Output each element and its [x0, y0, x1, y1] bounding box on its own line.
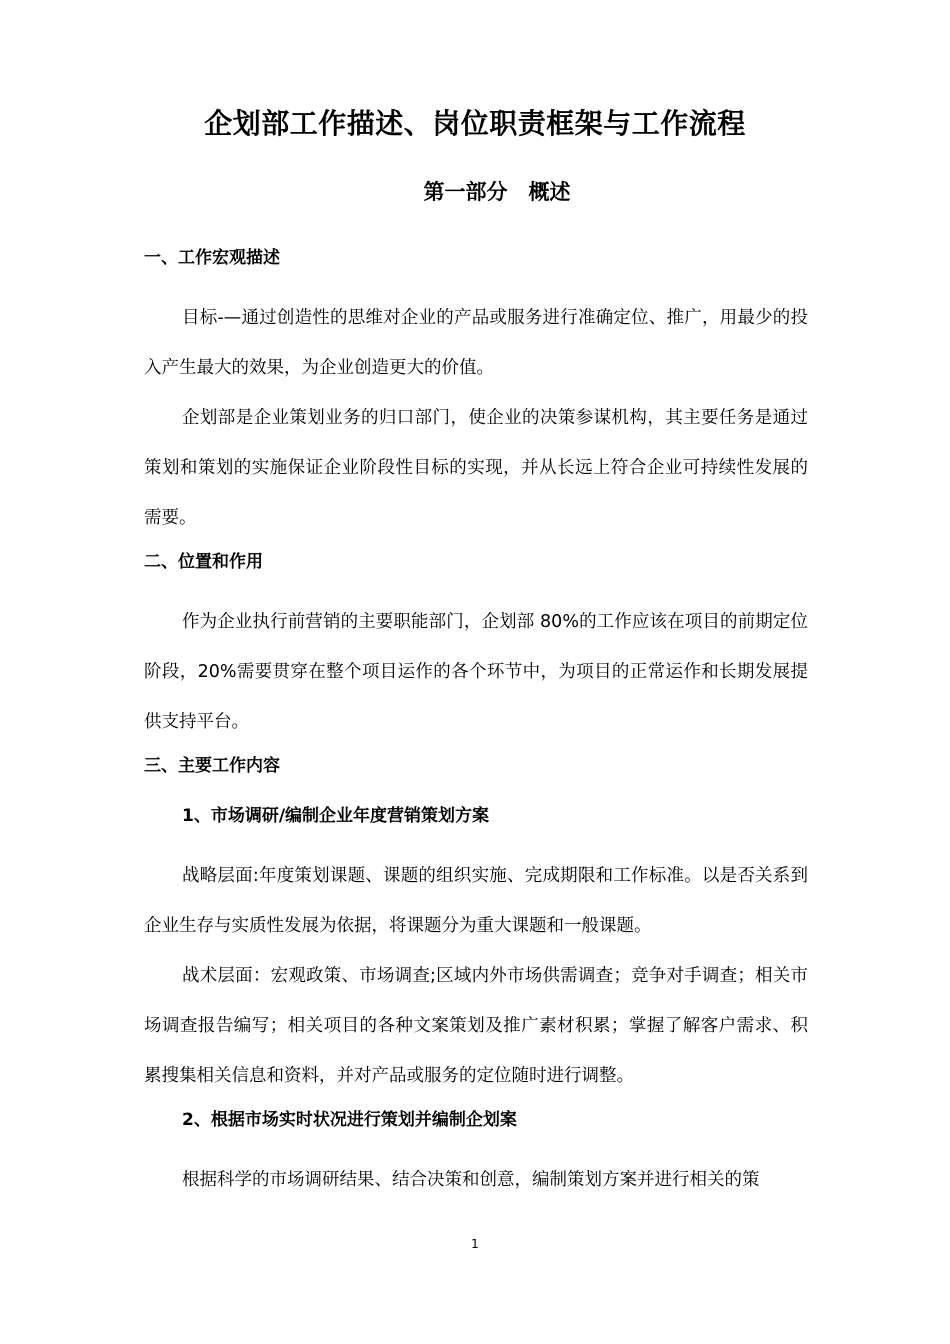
spacer	[144, 781, 808, 801]
paragraph-position: 作为企业执行前营销的主要职能部门，企划部 80%的工作应该在项目的前期定位阶段，20%需要贯穿在整个项目运作的各个环节中，为项目的正常运作和长期发展提供支持平台。	[144, 612, 808, 732]
paragraph-planning: 根据科学的市场调研结果、结合决策和创意，编制策划方案并进行相关的策	[182, 1170, 760, 1190]
document-body	[144, 243, 808, 1205]
section-heading-2: 二、位置和作用	[144, 552, 263, 572]
section-heading-3: 三、主要工作内容	[144, 756, 280, 776]
spacer	[144, 273, 808, 293]
paragraph-strategy: 战略层面:年度策划课题、课题的组织实施、完成期限和工作标准。以是否关系到企业生存与实质性发展为依据，将课题分为重大课题和一般课题。	[144, 866, 808, 936]
spacer	[144, 577, 808, 597]
paragraph-department-role: 企划部是企业策划业务的归口部门，使企业的决策参谋机构，其主要任务是通过策划和策划的实施保证企业阶段性目标的实现，并从长远上符合企业可持续性发展的需要。	[144, 408, 808, 528]
part-heading: 第一部分 概述	[423, 180, 571, 204]
document-title: 企划部工作描述、岗位职责框架与工作流程	[204, 107, 746, 140]
subsection-heading-2: 2、根据市场实时状况进行策划并编制企划案	[182, 1110, 517, 1130]
spacer	[144, 831, 808, 851]
paragraph-tactics: 战术层面：宏观政策、市场调查;区域内外市场供需调查；竞争对手调查；相关市场调查报告编写；相关项目的各种文案策划及推广素材积累；掌握了解客户需求、积累搜集相关信息和资料，并对产品或服务的定位随时进行调整。	[144, 966, 808, 1086]
page-number: 1	[471, 1237, 479, 1251]
spacer	[144, 1135, 808, 1155]
section-heading-1: 一、工作宏观描述	[144, 248, 280, 268]
subsection-heading-1: 1、市场调研/编制企业年度营销策划方案	[182, 806, 490, 826]
paragraph-goal: 目标-—通过创造性的思维对企业的产品或服务进行准确定位、推广，用最少的投入产生最大的效果，为企业创造更大的价值。	[144, 308, 808, 378]
